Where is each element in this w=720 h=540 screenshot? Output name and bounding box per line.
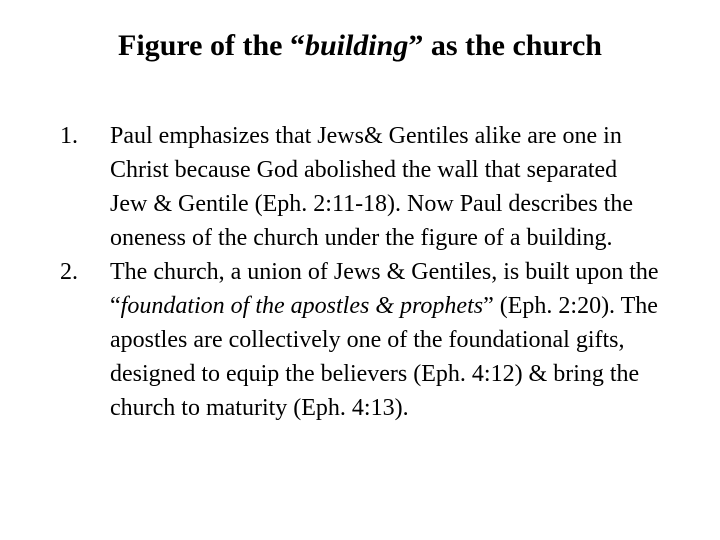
slide-title xyxy=(0,26,720,66)
list-item-text-end: ” (Eph. 2:20). The apostles are collectively one of the foundational gifts, designed to equip the believers (Eph. 4:12) & bring the church to maturity (Eph. 4:13). xyxy=(110,293,658,421)
list-item-number: 1. xyxy=(60,123,78,149)
title-italic-word: building xyxy=(304,29,409,62)
list-item-text xyxy=(110,259,659,421)
list-item-number: 2. xyxy=(60,259,78,285)
numbered-list xyxy=(60,119,660,425)
list-item-text-start: The church, a union of Jews & Gentiles, is built upon the “ xyxy=(110,259,659,319)
list-item xyxy=(60,119,660,255)
title-text-end: ” as the church xyxy=(408,29,602,62)
title-text-start: Figure of the “ xyxy=(118,29,305,62)
list-item-italic-quote: foundation of the apostles & prophets xyxy=(120,293,484,319)
list-item xyxy=(60,255,660,425)
list-item-text: Paul emphasizes that Jews& Gentiles alike are one in Christ because God abolished the wall that separated Jew & Gentile (Eph. 2:11-18). Now Paul describes the oneness of the church under the figure of a building. xyxy=(110,123,633,251)
